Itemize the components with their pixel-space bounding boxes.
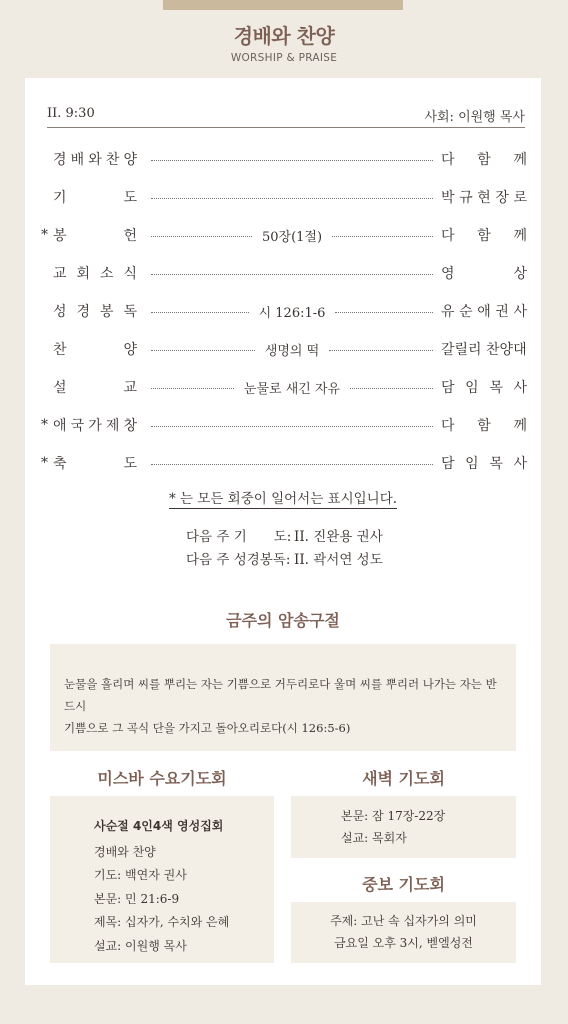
- verse-line-2: 기쁨으로 그 곡식 단을 가지고 돌아오리로다(시 126:5-6): [64, 721, 351, 735]
- bulletin-card: [25, 78, 541, 985]
- order-item-name: 봉 헌: [53, 228, 137, 244]
- dawn-box: [291, 796, 516, 858]
- order-item-detail: 눈물로 새긴 자유: [243, 381, 341, 397]
- order-item-detail: 생명의 떡: [264, 343, 320, 359]
- top-accent-bar: [163, 0, 403, 10]
- verse-box: [50, 644, 516, 751]
- order-row: [41, 140, 527, 178]
- order-row: [41, 292, 527, 330]
- standing-note: * 는 모든 회중이 일어서는 표시입니다.: [168, 491, 398, 507]
- order-row: [41, 254, 527, 292]
- page-subtitle: WORSHIP & PRAISE: [230, 52, 338, 64]
- order-item-leader: 영 상: [441, 266, 527, 282]
- dot-leader: [151, 196, 433, 199]
- dawn-title: 새벽 기도회: [362, 769, 445, 788]
- standing-mark: *: [41, 417, 48, 433]
- dawn-line: 설교: 목회자: [341, 831, 407, 845]
- verse-line-1: 눈물을 흘리며 씨를 뿌리는 자는 기쁨으로 거두리로다 울며 씨를 뿌리러 나가는 자는 반드시: [64, 677, 497, 713]
- misba-box: [50, 796, 274, 963]
- misba-line: 제목: 십자가, 수치와 은혜: [94, 915, 230, 929]
- misba-line: 본문: 민 21:6-9: [94, 891, 180, 906]
- intercession-box: [291, 902, 516, 963]
- order-row: [41, 216, 527, 254]
- dot-leader: [151, 272, 433, 275]
- next-week-info: [186, 526, 383, 572]
- next-reading: 다음 주 성경봉독: II. 곽서연 성도: [186, 552, 383, 568]
- order-item-leader: 담 임 목 사: [441, 456, 527, 472]
- page-title: 경배와 찬양: [233, 24, 335, 48]
- dot-leader: [151, 226, 433, 245]
- dot-leader: [151, 340, 433, 359]
- order-item-detail: 시 126:1-6: [258, 305, 326, 321]
- misba-line: 경배와 찬양: [94, 844, 156, 859]
- standing-mark: *: [41, 455, 48, 471]
- misba-line: 설교: 이원행 목사: [94, 938, 187, 953]
- order-item-leader: 다 함 께: [441, 152, 527, 168]
- order-item-leader: 다 함 께: [441, 418, 527, 434]
- order-item-name: 기 도: [53, 190, 137, 206]
- order-item-leader: 담 임 목 사: [441, 380, 527, 396]
- next-prayer: 다음 주 기 도: II. 진완용 권사: [186, 529, 383, 545]
- misba-line: 기도: 백연자 권사: [94, 868, 187, 882]
- order-row: [41, 330, 527, 368]
- service-time: II. 9:30: [47, 106, 95, 121]
- standing-mark: *: [41, 227, 48, 243]
- intercession-line: 주제: 고난 속 십자가의 의미: [330, 914, 477, 928]
- intercession-line: 금요일 오후 3시, 벧엘성전: [334, 936, 473, 950]
- order-row: [41, 178, 527, 216]
- order-row: [41, 444, 527, 482]
- dot-leader: [151, 302, 433, 321]
- misba-title: 미스바 수요기도회: [97, 769, 227, 788]
- order-item-name: 교 회 소 식: [53, 266, 137, 282]
- order-item-leader: 박 규 현 장 로: [441, 190, 527, 206]
- dawn-line: 본문: 잠 17장-22장: [341, 809, 446, 823]
- dot-leader: [151, 158, 433, 161]
- service-header: [47, 104, 525, 128]
- order-item-name: 찬 양: [53, 342, 137, 358]
- intercession-title: 중보 기도회: [362, 875, 445, 894]
- dot-leader: [151, 462, 433, 465]
- misba-event: 사순절 4인4색 영성집회: [94, 819, 224, 833]
- dot-leader: [151, 424, 433, 427]
- order-item-name: 설 교: [53, 380, 137, 396]
- order-item-leader: 유 순 애 권 사: [441, 304, 527, 320]
- order-item-name: 축 도: [53, 456, 137, 472]
- order-item-name: 성 경 봉 독: [53, 304, 137, 320]
- order-item-detail: 50장(1절): [261, 229, 323, 245]
- order-of-worship: [41, 140, 527, 482]
- order-item-name: 애 국 가 제 창: [53, 418, 137, 434]
- verse-title: 금주의 암송구절: [226, 611, 340, 630]
- order-item-leader: 다 함 께: [441, 228, 527, 244]
- service-presider: 사회: 이원행 목사: [424, 110, 525, 125]
- dot-leader: [151, 378, 433, 397]
- order-item-leader: 갈릴리 찬양대: [441, 342, 527, 358]
- order-row: [41, 368, 527, 406]
- order-item-name: 경 배 와 찬 양: [53, 152, 137, 168]
- order-row: [41, 406, 527, 444]
